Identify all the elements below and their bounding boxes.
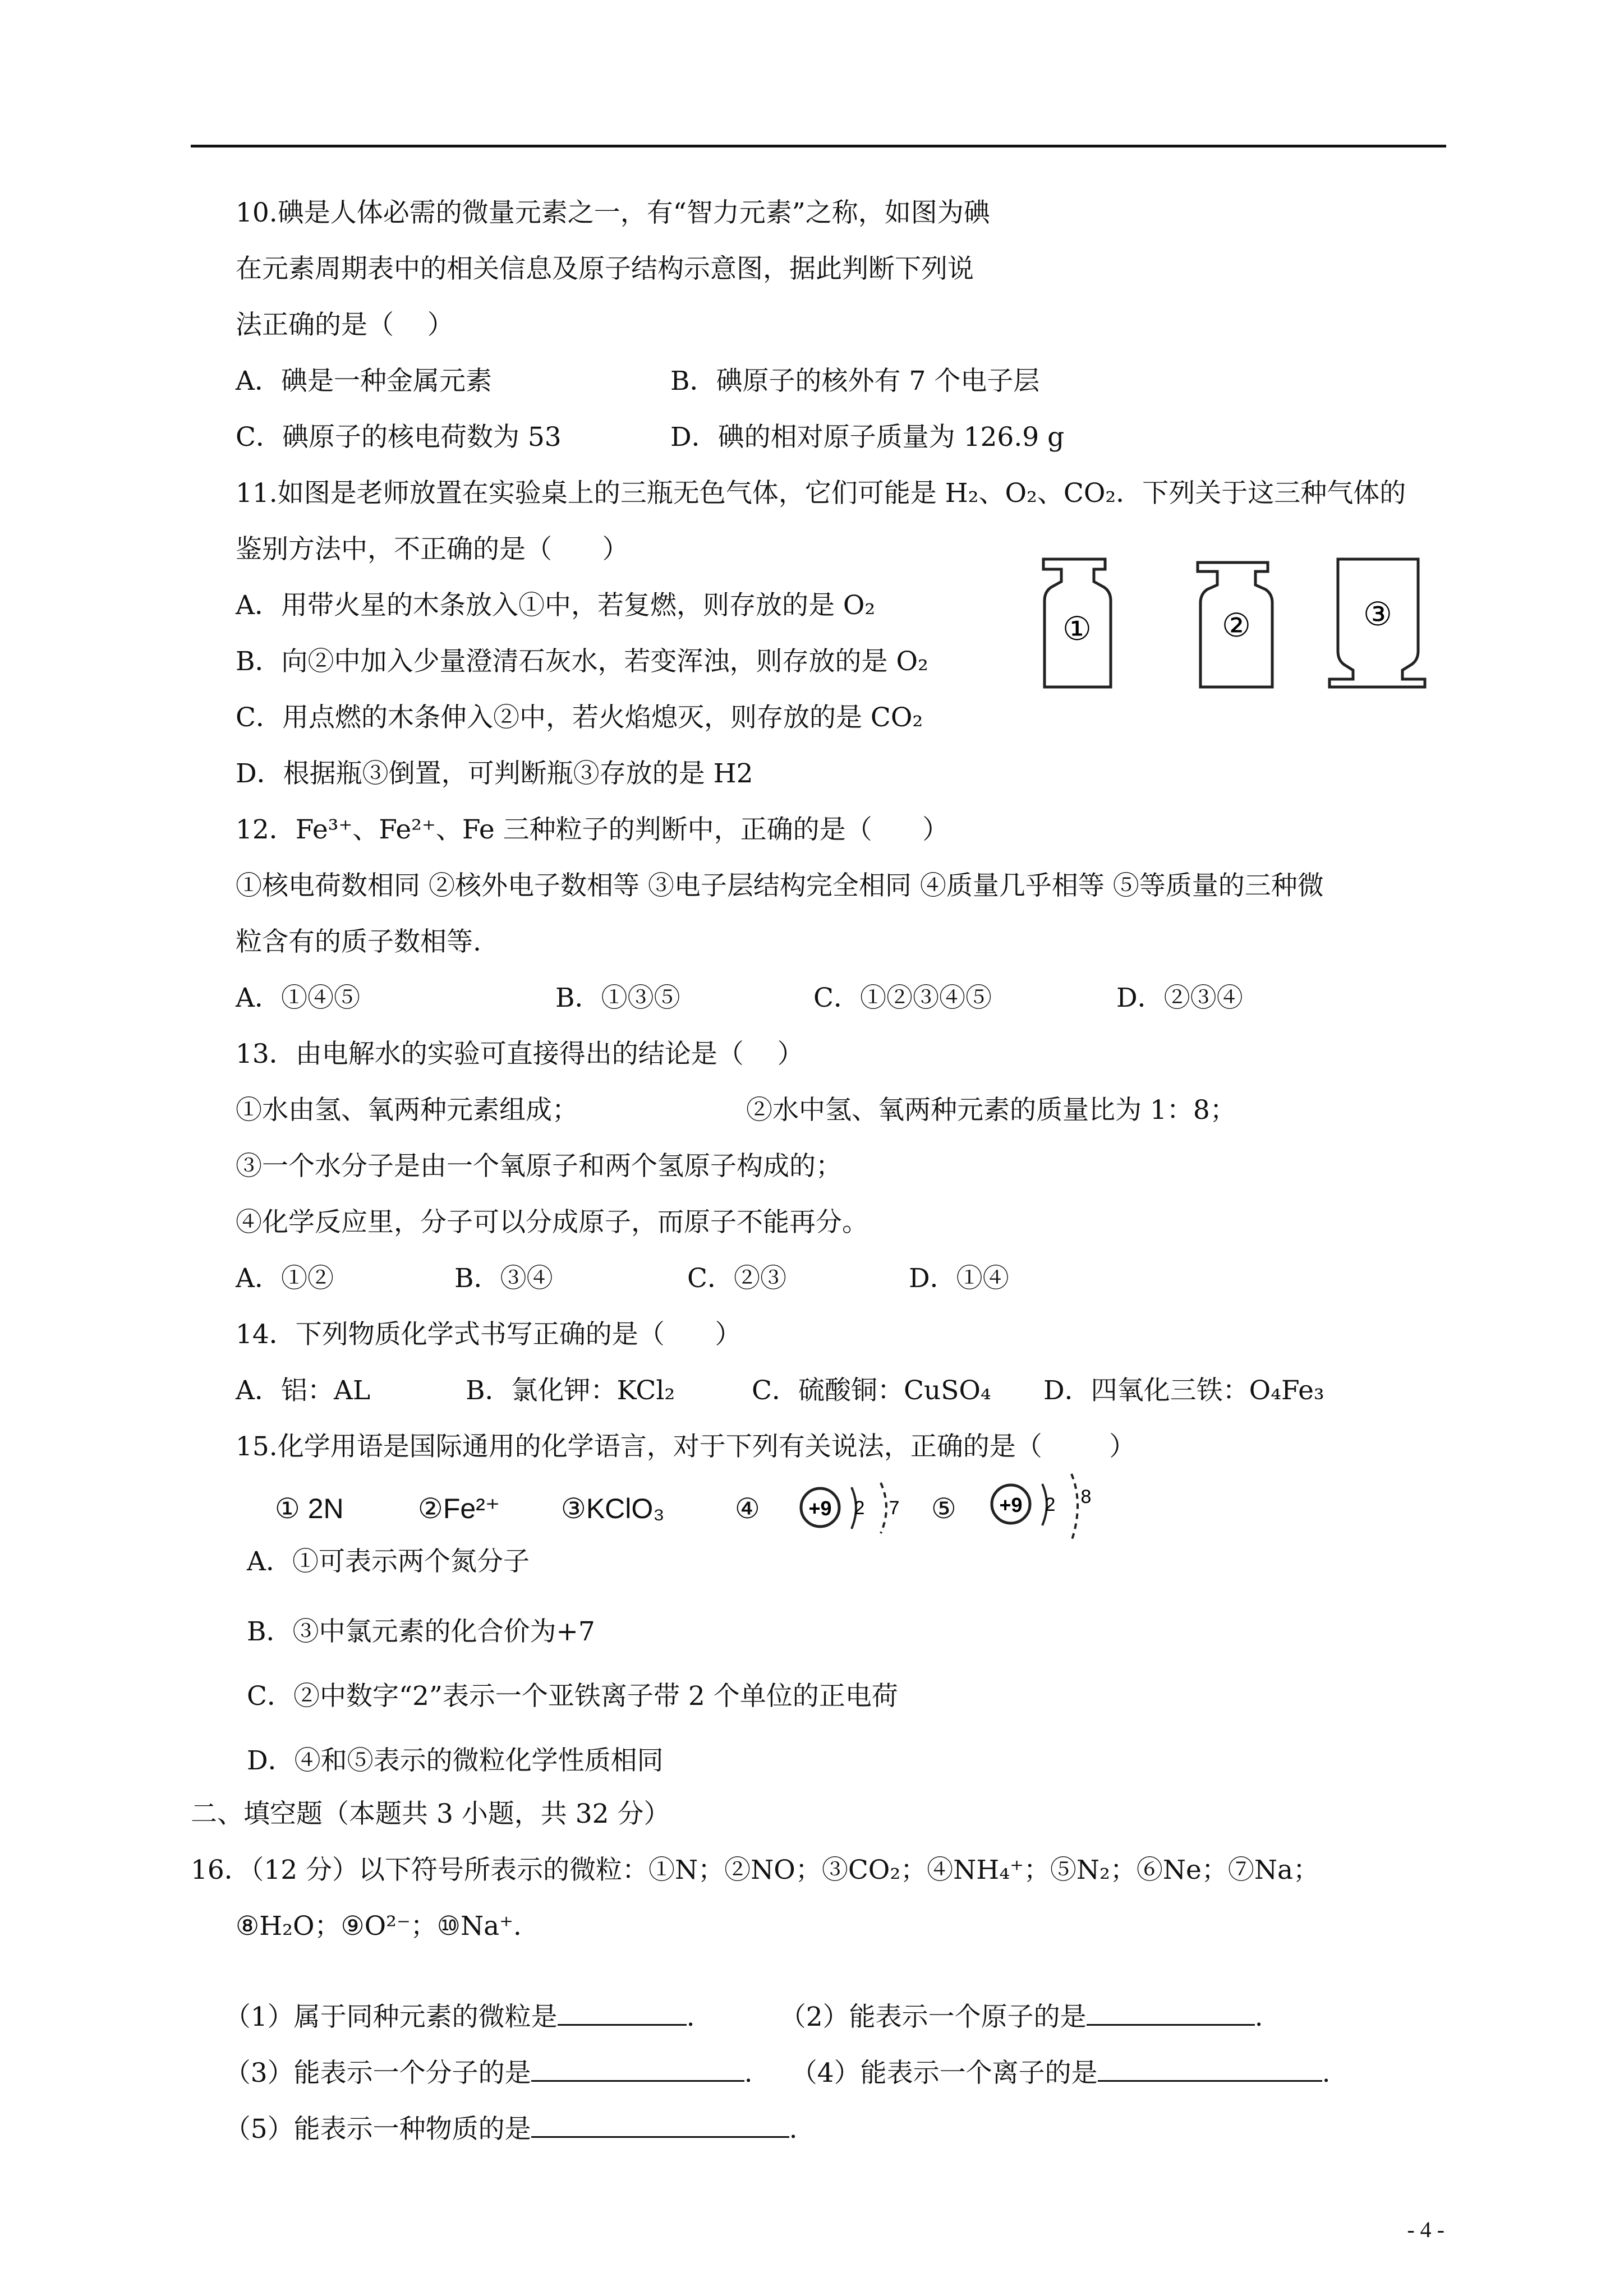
q15-line1: 15.化学用语是国际通用的化学语言，对于下列有关说法，正确的是（ ） [236, 1431, 1136, 1462]
q16-part-4-answer-blank[interactable] [1098, 2055, 1322, 2082]
gas-bottles-figure [1032, 552, 1447, 698]
page-number: - 4 - [1407, 2217, 1444, 2242]
q12-line3: 粒含有的质子数相等. [236, 926, 481, 957]
q16-part-4-prompt: （4）能表示一个离子的是 [790, 2058, 1098, 2088]
electron-shell-2-arc [881, 1483, 886, 1533]
header-rule [191, 145, 1446, 147]
q15-symbol-4-marker: ④ [735, 1493, 760, 1524]
q13-option-c: C．②③ [687, 1263, 786, 1294]
q15-option-a: A．①可表示两个氮分子 [247, 1546, 530, 1577]
q12-line1: 12．Fe³⁺、Fe²⁺、Fe 三种粒子的判断中，正确的是（ ） [236, 814, 949, 845]
q16-part-3-prompt: （3）能表示一个分子的是 [224, 2058, 531, 2088]
electron-shell-1-count: 2 [1045, 1494, 1056, 1515]
q10-line2: 在元素周期表中的相关信息及原子结构示意图，据此判断下列说 [236, 253, 974, 284]
q16-part-5-end: . [789, 2114, 798, 2145]
q13-option-a: A．①② [236, 1263, 334, 1294]
q16-line1: 16．（12 分）以下符号所表示的微粒：①N；②NO；③CO₂；④NH₄⁺；⑤N₂；⑥Ne；⑦Na； [191, 1855, 1319, 1885]
q11-option-c: C．用点燃的木条伸入②中，若火焰熄灭，则存放的是 CO₂ [236, 702, 923, 733]
q16-part-4-end: . [1322, 2058, 1331, 2088]
q13-line1: 13．由电解水的实验可直接得出的结论是（ ） [236, 1039, 804, 1069]
q16-part-1-prompt: （1）属于同种元素的微粒是 [224, 2002, 558, 2032]
q15-option-c: C．②中数字“2”表示一个亚铁离子带 2 个单位的正电荷 [247, 1681, 898, 1712]
q16-part-5-prompt: （5）能表示一种物质的是 [224, 2114, 531, 2145]
q13-statement-4: ④化学反应里，分子可以分成原子，而原子不能再分。 [236, 1207, 868, 1238]
q16-part-1-end: . [686, 2002, 695, 2032]
q12-option-b: B．①③⑤ [555, 983, 680, 1013]
q10-option-b: B．碘原子的核外有 7 个电子层 [670, 366, 1040, 397]
q16-line2: ⑧H₂O；⑨O²⁻；⑩Na⁺. [236, 1911, 522, 1942]
q10-option-c: C．碘原子的核电荷数为 53 [236, 422, 562, 453]
q13-statement-1: ①水由氢、氧两种元素组成； [236, 1095, 578, 1126]
q16-part-2-prompt: （2）能表示一个原子的是 [779, 2002, 1087, 2032]
q14-line1: 14．下列物质化学式书写正确的是（ ） [236, 1319, 742, 1350]
q14-option-c: C．硫酸铜：CuSO₄ [752, 1375, 991, 1406]
q16-part-2-end: . [1254, 2002, 1263, 2032]
q15-symbol-2: ②Fe²⁺ [418, 1493, 500, 1524]
q13-option-b: B．③④ [454, 1263, 553, 1294]
q16-part-5 [191, 2078, 798, 2180]
bottle-1-label: ① [1062, 610, 1092, 648]
q14-option-b: B．氯化钾：KCl₂ [466, 1375, 675, 1406]
q16-part-4 [757, 2022, 1331, 2124]
q15-symbol-5-marker: ⑤ [931, 1493, 956, 1524]
q10-line3: 法正确的是（ ） [236, 310, 454, 340]
q15-option-b: B．③中氯元素的化合价为+7 [247, 1616, 595, 1647]
q16-part-3-end: . [744, 2058, 753, 2088]
q10-option-d: D．碘的相对原子质量为 126.9 g [670, 422, 1065, 453]
q15-option-d: D．④和⑤表示的微粒化学性质相同 [247, 1745, 664, 1776]
atom-structure-diagram-5 [982, 1469, 1111, 1548]
q11-line1: 11.如图是老师放置在实验桌上的三瓶无色气体，它们可能是 H₂、O₂、CO₂．下列关于这三种气体的 [236, 478, 1406, 509]
q14-option-a: A．铝：AL [236, 1375, 371, 1406]
bottle-3-label: ③ [1363, 595, 1392, 633]
electron-shell-2-count: 8 [1080, 1486, 1092, 1507]
bottle-2-label: ② [1222, 606, 1251, 644]
q13-statement-2: ②水中氢、氧两种元素的质量比为 1：8； [746, 1095, 1236, 1126]
nucleus-charge: +9 [999, 1493, 1023, 1516]
nucleus-charge: +9 [808, 1497, 832, 1520]
q15-symbol-1: ① 2N [275, 1493, 344, 1524]
electron-shell-2-arc [1071, 1474, 1078, 1541]
q10-line1: 10.碘是人体必需的微量元素之一，有“智力元素”之称，如图为碘 [236, 197, 990, 228]
q13-statement-3: ③一个水分子是由一个氧原子和两个氢原子构成的； [236, 1151, 842, 1182]
q11-option-b: B．向②中加入少量澄清石灰水，若变浑浊，则存放的是 O₂ [236, 646, 928, 677]
electron-shell-1-count: 2 [854, 1497, 865, 1519]
electron-shell-2-count: 7 [889, 1497, 900, 1519]
q14-option-d: D．四氧化三铁：O₄Fe₃ [1043, 1375, 1324, 1406]
q11-option-d: D．根据瓶③倒置，可判断瓶③存放的是 H2 [236, 758, 753, 789]
q11-option-a: A．用带火星的木条放入①中，若复燃，则存放的是 O₂ [236, 590, 876, 621]
q12-option-d: D．②③④ [1116, 983, 1243, 1013]
q10-option-a: A．碘是一种金属元素 [236, 366, 492, 397]
q12-option-a: A．①④⑤ [236, 983, 360, 1013]
section-2-heading: 二、填空题（本题共 3 小题，共 32 分） [191, 1799, 670, 1829]
atom-structure-diagram-4 [791, 1475, 920, 1548]
q12-line2: ①核电荷数相同 ②核外电子数相等 ③电子层结构完全相同 ④质量几乎相等 ⑤等质量的三种微 [236, 870, 1324, 901]
q16-part-5-answer-blank[interactable] [531, 2111, 789, 2138]
q15-symbol-3: ③KClO₃ [561, 1493, 665, 1524]
q13-option-d: D．①④ [909, 1263, 1009, 1294]
q12-option-c: C．①②③④⑤ [813, 983, 992, 1013]
q11-line2: 鉴别方法中，不正确的是（ ） [236, 534, 629, 565]
